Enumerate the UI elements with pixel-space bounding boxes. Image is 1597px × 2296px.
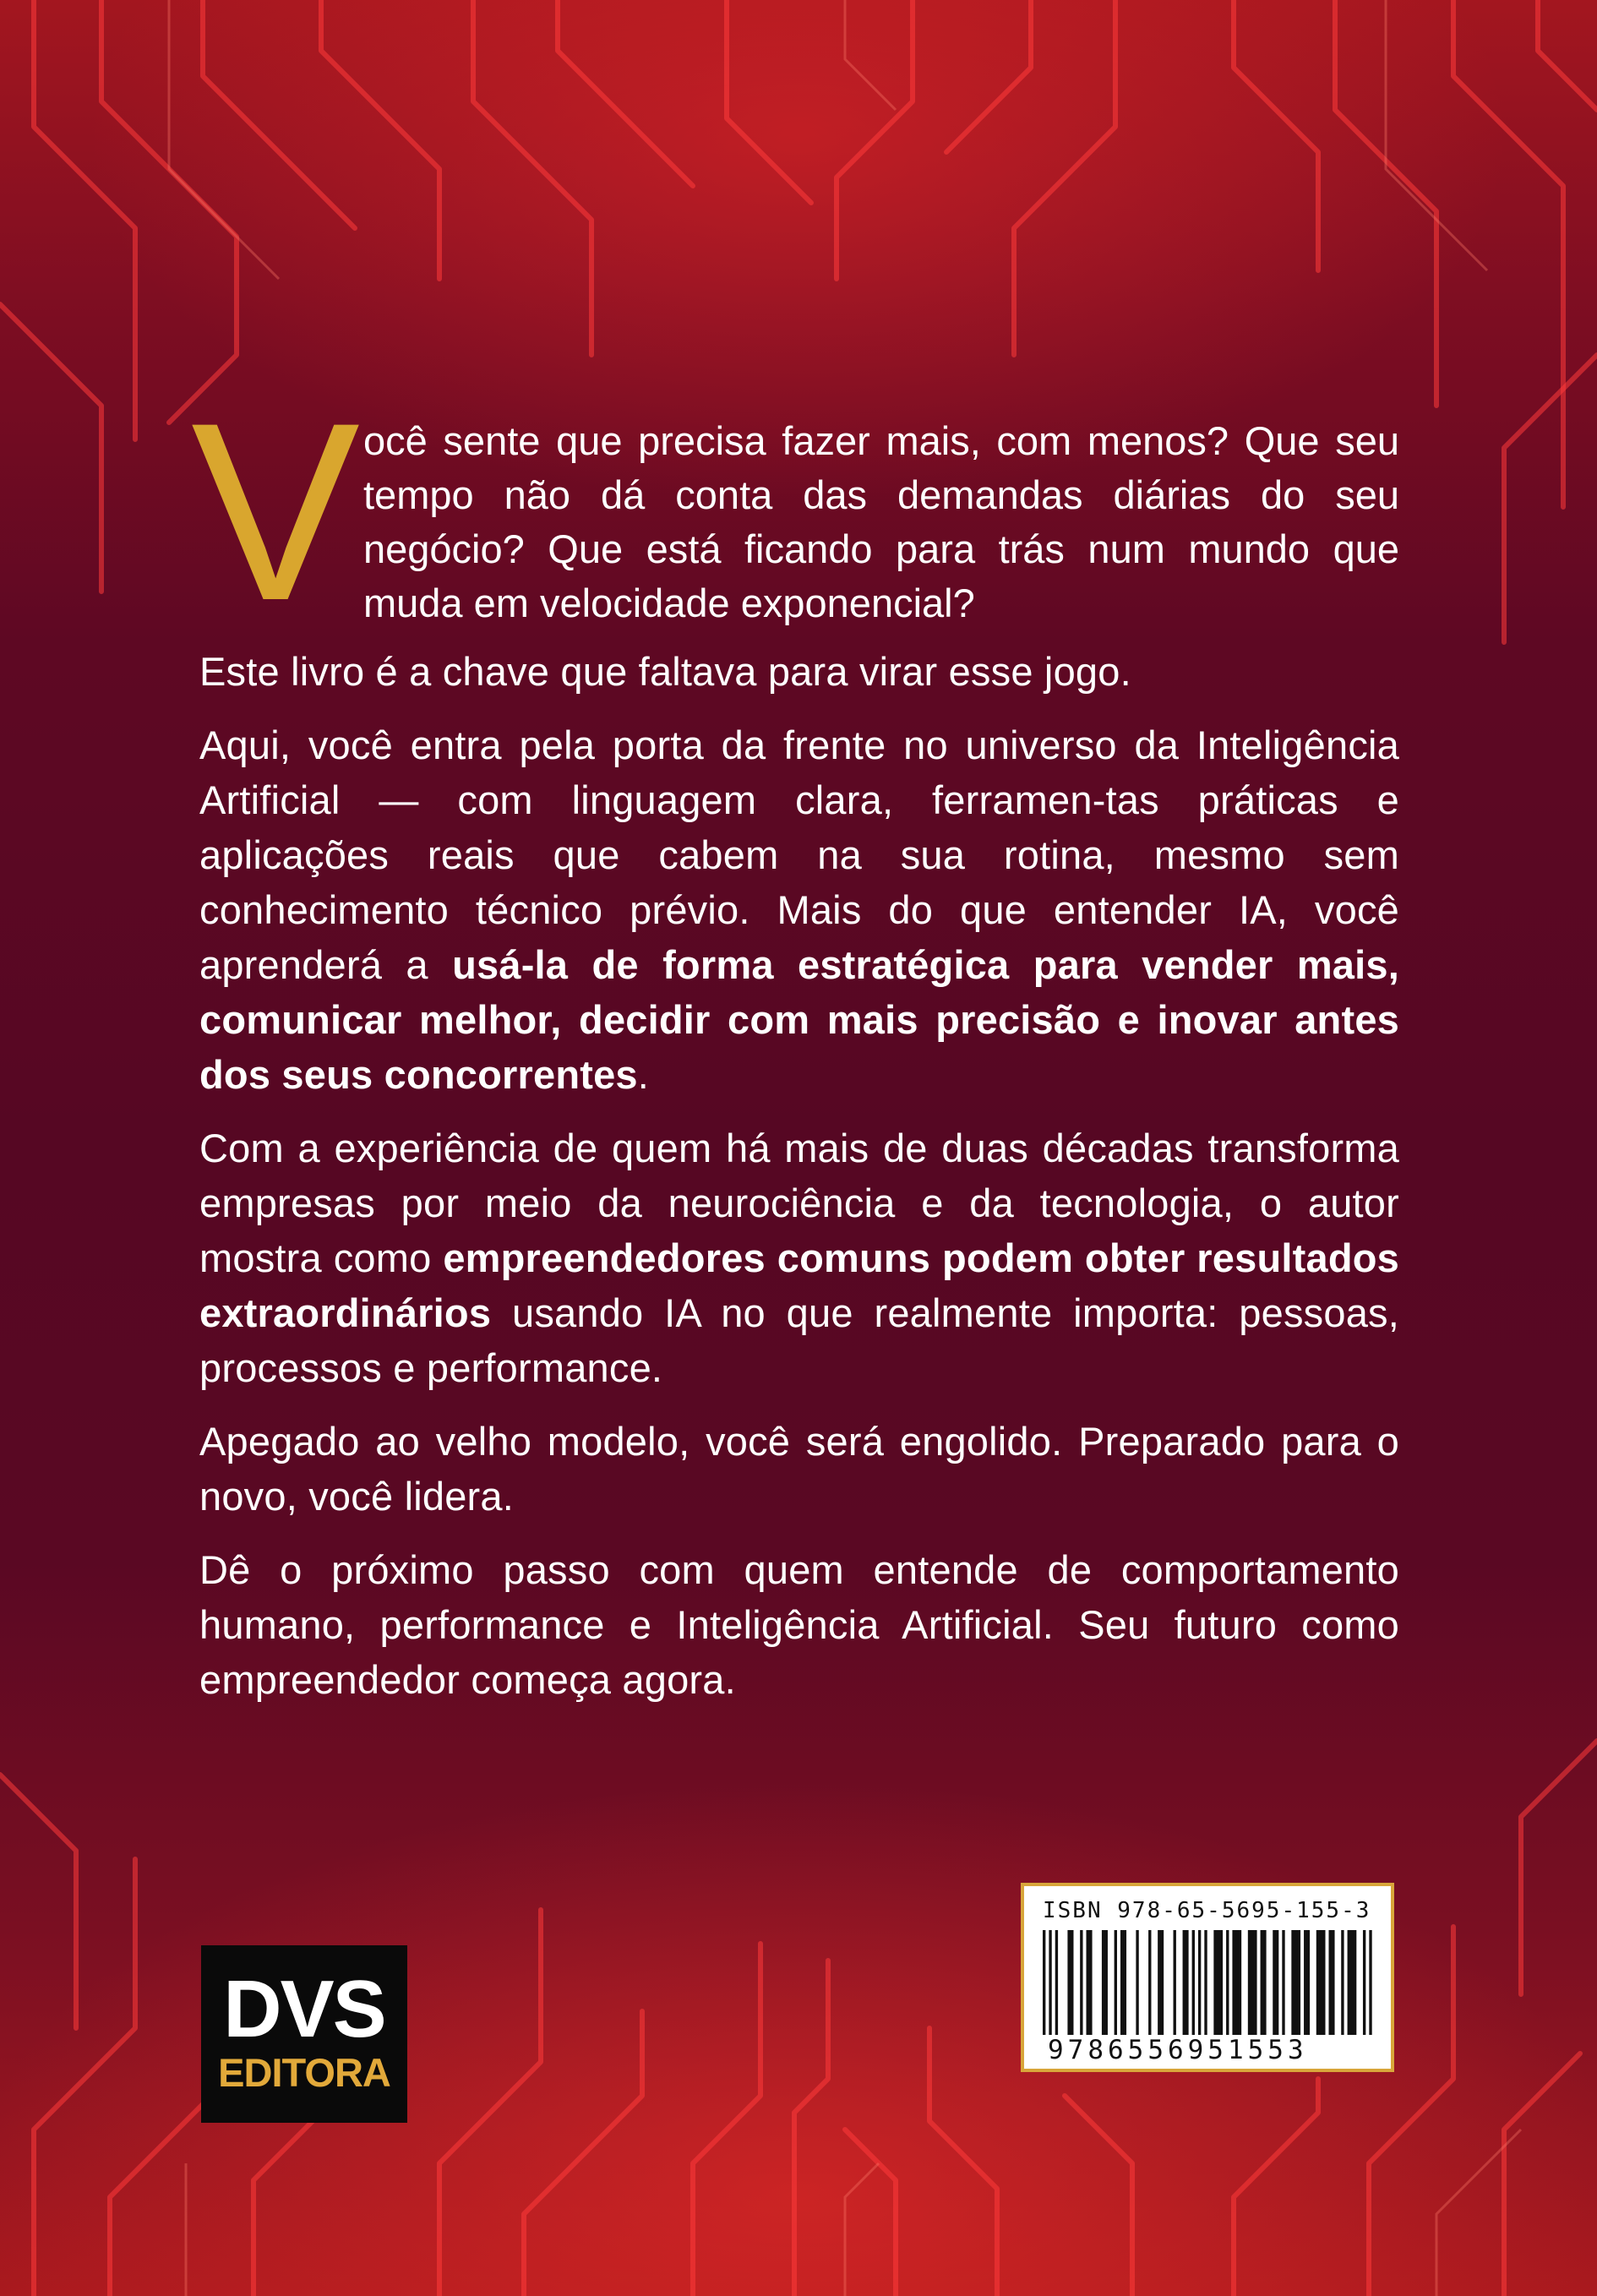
barcode-bar [1304,1930,1310,2035]
paragraph-2: Este livro é a chave que faltava para virar esse jogo. [199,649,1131,694]
paragraph-3 [199,717,1399,1102]
barcode-bar [1148,1930,1151,2035]
barcode-bar [1183,1930,1189,2035]
paragraph-4-bold: empreendedores comuns podem obter resultados extraordinários [199,1235,1399,1335]
barcode-bar [1087,1930,1093,2035]
barcode-bar [1120,1930,1126,2035]
paragraph-4 [199,1121,1399,1395]
barcode-bar [1080,1930,1082,2035]
barcode-bar [1055,1930,1058,2035]
barcode-bar [1316,1930,1326,2035]
publisher-logo [201,1945,407,2123]
barcode-bar [1282,1930,1284,2035]
barcode-bar [1174,1930,1176,2035]
isbn-barcode [1021,1883,1394,2072]
barcode-bar [1067,1930,1073,2035]
intro-paragraph: ocê sente que precisa fazer mais, com menos? Que seu tempo não dá conta das demandas diárias do seu negócio? Que está ficando para trás num mundo que muda em velocidade exponencial? [363,418,1399,625]
barcode-bars [1043,1930,1372,2035]
barcode-bar [1192,1930,1195,2035]
barcode-bar [1232,1930,1241,2035]
barcode-bar [1261,1930,1267,2035]
paragraph-3-text-c: . [637,1052,650,1097]
barcode-bar [1273,1930,1278,2035]
barcode-bar [1363,1930,1365,2035]
barcode-bar [1198,1930,1201,2035]
paragraph-4-text-a: Com a experiência de quem há mais de duas décadas transforma empresas por meio da neurociência e da tecnologia, o autor mostra como [199,1126,1399,1280]
drop-cap-letter: V [191,369,361,653]
barcode-bar [1158,1930,1164,2035]
barcode-bar [1204,1930,1207,2035]
barcode-bar [1341,1930,1344,2035]
barcode-bar [1348,1930,1357,2035]
paragraph-4-text-c: usando IA no que realmente importa: pessoas, processos e performance. [199,1290,1399,1390]
barcode-bar [1043,1930,1045,2035]
barcode-bar [1369,1930,1371,2035]
logo-editora-text: EDITORA [218,2050,390,2095]
barcode-bar [1213,1930,1223,2035]
barcode-bar [1226,1930,1229,2035]
barcode-digits: 9786556951553 [1048,2035,1308,2065]
paragraph-5: Apegado ao velho modelo, você será engolido. Preparado para o novo, você lidera. [199,1419,1399,1519]
barcode-bar [1102,1930,1108,2035]
paragraph-3-text-a: Aqui, você entra pela porta da frente no universo da Inteligência Artificial — com linguagem clara, ferramen-tas práticas e aplicações reais que cabem na sua rotina, mesmo sem conhecimento técnico prévio. Mais do que entender IA, você aprenderá a [199,723,1399,987]
barcode-bar [1248,1930,1257,2035]
barcode-bar [1291,1930,1300,2035]
paragraph-6: Dê o próximo passo com quem entende de comportamento humano, performance e Inteligência Artificial. Seu futuro como empreendedor começa agora. [199,1547,1399,1702]
barcode-bar [1115,1930,1117,2035]
logo-dvs-text: DVS [223,1964,385,2054]
paragraph-3-bold: usá-la de forma estratégica para vender mais, comunicar melhor, decidir com mais precisão e inovar antes dos seus concorrentes [199,942,1400,1097]
isbn-label: ISBN 978-65-5695-155-3 [1043,1898,1371,1923]
body-text [199,644,1399,1726]
barcode-bar [1136,1930,1138,2035]
barcode-bar [1049,1930,1051,2035]
barcode-bar [1328,1930,1334,2035]
